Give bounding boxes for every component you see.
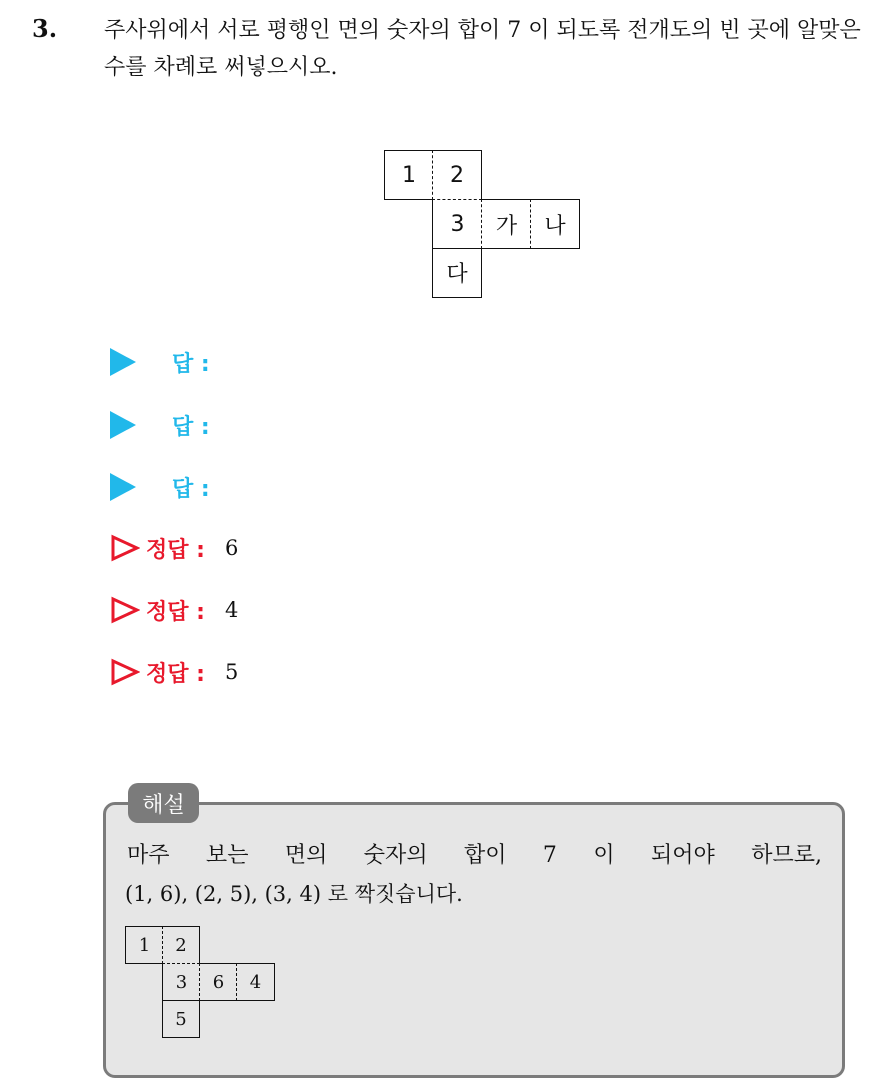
blue-triangle-icon xyxy=(110,348,136,376)
answer-label: 답 : xyxy=(172,476,210,502)
answer-row xyxy=(110,469,210,505)
solution-net-cell-4: 4 xyxy=(236,963,275,1001)
question-number: 3. xyxy=(32,14,58,43)
red-outline-triangle-icon xyxy=(110,658,140,686)
blue-triangle-icon xyxy=(110,473,136,501)
blue-triangle-icon xyxy=(110,411,136,439)
solution-net-cell-1: 1 xyxy=(125,926,163,964)
solution-tag: 해설 xyxy=(128,783,199,823)
red-outline-triangle-icon xyxy=(110,596,140,624)
net-cell-1: 1 xyxy=(384,150,433,200)
correct-value: 4 xyxy=(224,598,239,622)
correct-answer-row xyxy=(110,530,238,566)
correct-value: 5 xyxy=(224,660,239,684)
dice-net xyxy=(384,150,580,298)
red-outline-triangle-icon xyxy=(110,534,140,562)
solution-net xyxy=(125,926,275,1038)
question-text: 주사위에서 서로 평행인 면의 숫자의 합이 7 이 되도록 전개도의 빈 곳에 알맞은 수를 차례로 써넣으시오. xyxy=(104,18,861,80)
correct-label: 정답 : xyxy=(146,661,205,687)
answer-row xyxy=(110,344,210,380)
answer-label: 답 : xyxy=(172,414,210,440)
net-cell-3: 3 xyxy=(432,199,482,249)
solution-net-cell-5: 5 xyxy=(162,1000,200,1038)
net-cell-da: 다 xyxy=(432,248,482,298)
net-cell-ga: 가 xyxy=(481,199,531,249)
net-cell-2: 2 xyxy=(432,150,482,200)
solution-net-cell-3: 3 xyxy=(162,963,200,1001)
solution-line-2: (1, 6), (2, 5), (3, 4) 로 짝짓습니다. xyxy=(125,882,463,906)
solution-net-cell-6: 6 xyxy=(199,963,237,1001)
correct-value: 6 xyxy=(224,536,239,560)
correct-answer-row xyxy=(110,654,238,690)
answer-row xyxy=(110,407,210,443)
correct-label: 정답 : xyxy=(146,599,205,625)
correct-answer-row xyxy=(110,592,238,628)
answer-label: 답 : xyxy=(172,351,210,377)
correct-label: 정답 : xyxy=(146,537,205,563)
solution-line-1: 마주 보는 면의 숫자의 합이 7 이 되어야 하므로, xyxy=(127,843,822,868)
solution-net-cell-2: 2 xyxy=(162,926,200,964)
net-cell-na: 나 xyxy=(530,199,580,249)
